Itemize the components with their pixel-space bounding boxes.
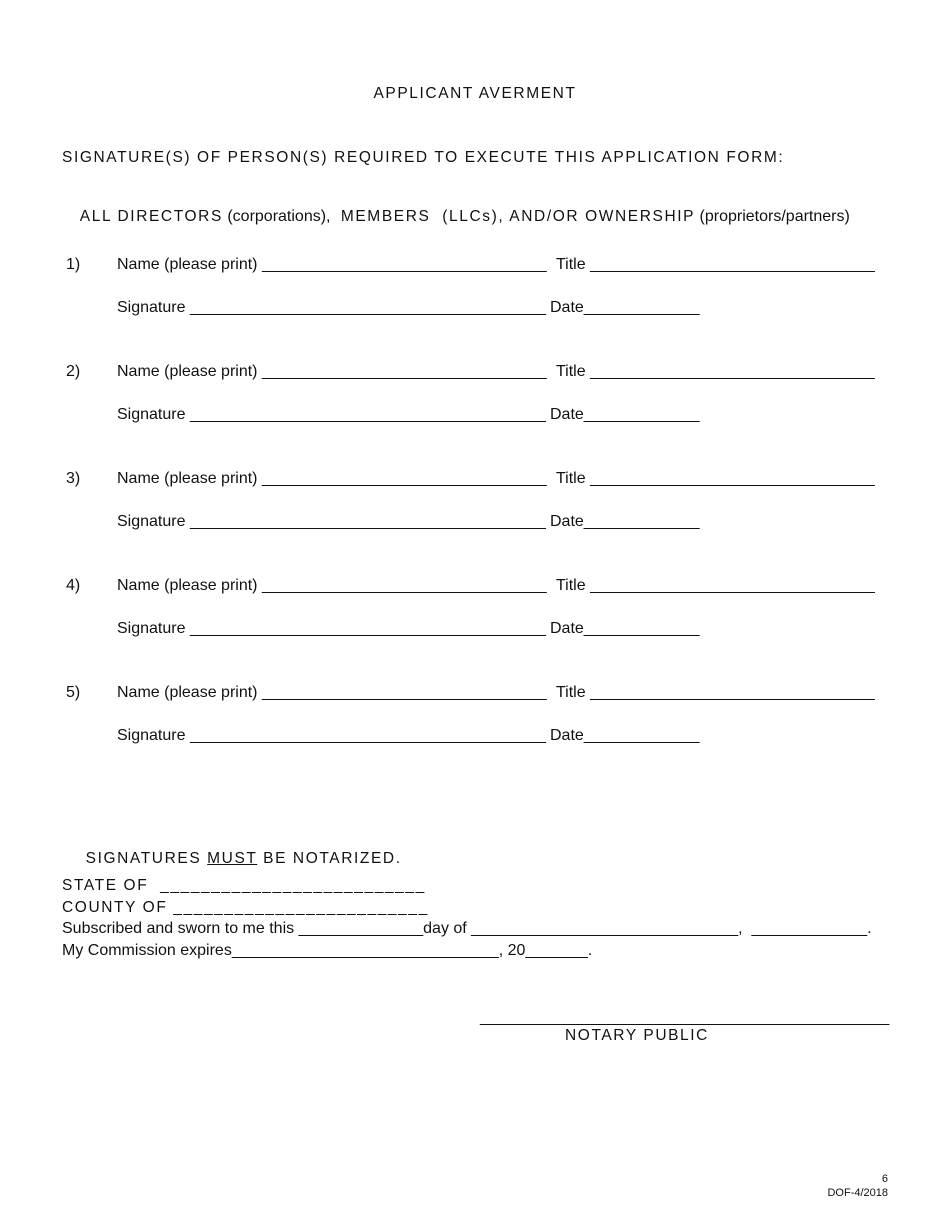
title-field[interactable]: Title ________________________________ bbox=[556, 577, 875, 594]
signer-number: 4) bbox=[66, 577, 81, 594]
date-field[interactable]: Date_____________ bbox=[550, 620, 700, 637]
title-field[interactable]: Title ________________________________ bbox=[556, 256, 875, 273]
title-field[interactable]: Title ________________________________ bbox=[556, 363, 875, 380]
proprietors-label: (proprietors/partners) bbox=[695, 208, 850, 225]
title-field[interactable]: Title ________________________________ bbox=[556, 470, 875, 487]
name-field[interactable]: Name (please print) ________________________________ bbox=[117, 684, 547, 701]
signature-field[interactable]: Signature ________________________________________ bbox=[117, 513, 546, 530]
signer-number: 5) bbox=[66, 684, 81, 701]
state-field[interactable]: STATE OF __________________________ bbox=[62, 877, 426, 894]
page-title: APPLICANT AVERMENT bbox=[373, 85, 577, 102]
county-field[interactable]: COUNTY OF _________________________ bbox=[62, 899, 429, 916]
signers-subheading bbox=[62, 193, 850, 241]
members-ownership-label: MEMBERS (LLCs), AND/OR OWNERSHIP bbox=[334, 208, 696, 225]
form-code: DOF-4/2018 bbox=[827, 1187, 888, 1199]
corporations-label: (corporations), bbox=[222, 208, 335, 225]
notarized-notice bbox=[62, 835, 402, 882]
signature-field[interactable]: Signature ________________________________________ bbox=[117, 299, 546, 316]
commission-field[interactable]: My Commission expires______________________________, 20_______. bbox=[62, 942, 593, 959]
notarized-suffix: BE NOTARIZED. bbox=[257, 849, 402, 867]
signer-number: 1) bbox=[66, 256, 81, 273]
date-field[interactable]: Date_____________ bbox=[550, 299, 700, 316]
signer-number: 2) bbox=[66, 363, 81, 380]
notary-signature-line[interactable]: ______________________________________________ bbox=[480, 1009, 890, 1026]
notarized-prefix: SIGNATURES bbox=[85, 849, 208, 867]
signature-field[interactable]: Signature ________________________________________ bbox=[117, 406, 546, 423]
date-field[interactable]: Date_____________ bbox=[550, 727, 700, 744]
date-field[interactable]: Date_____________ bbox=[550, 406, 700, 423]
must-word: MUST bbox=[207, 849, 258, 867]
date-field[interactable]: Date_____________ bbox=[550, 513, 700, 530]
name-field[interactable]: Name (please print) ________________________________ bbox=[117, 470, 547, 487]
signature-field[interactable]: Signature ________________________________________ bbox=[117, 727, 546, 744]
page-number: 6 bbox=[881, 1173, 888, 1185]
name-field[interactable]: Name (please print) ________________________________ bbox=[117, 363, 547, 380]
signer-number: 3) bbox=[66, 470, 81, 487]
notary-public-label: NOTARY PUBLIC bbox=[565, 1027, 709, 1044]
signers-heading: SIGNATURE(S) OF PERSON(S) REQUIRED TO EXECUTE THIS APPLICATION FORM: bbox=[62, 149, 785, 166]
title-field[interactable]: Title ________________________________ bbox=[556, 684, 875, 701]
name-field[interactable]: Name (please print) ________________________________ bbox=[117, 577, 547, 594]
directors-label: ALL DIRECTORS bbox=[79, 208, 223, 225]
signature-field[interactable]: Signature ________________________________________ bbox=[117, 620, 546, 637]
subscribed-field[interactable]: Subscribed and sworn to me this ______________day of ______________________________, _____________. bbox=[62, 920, 872, 937]
name-field[interactable]: Name (please print) ________________________________ bbox=[117, 256, 547, 273]
